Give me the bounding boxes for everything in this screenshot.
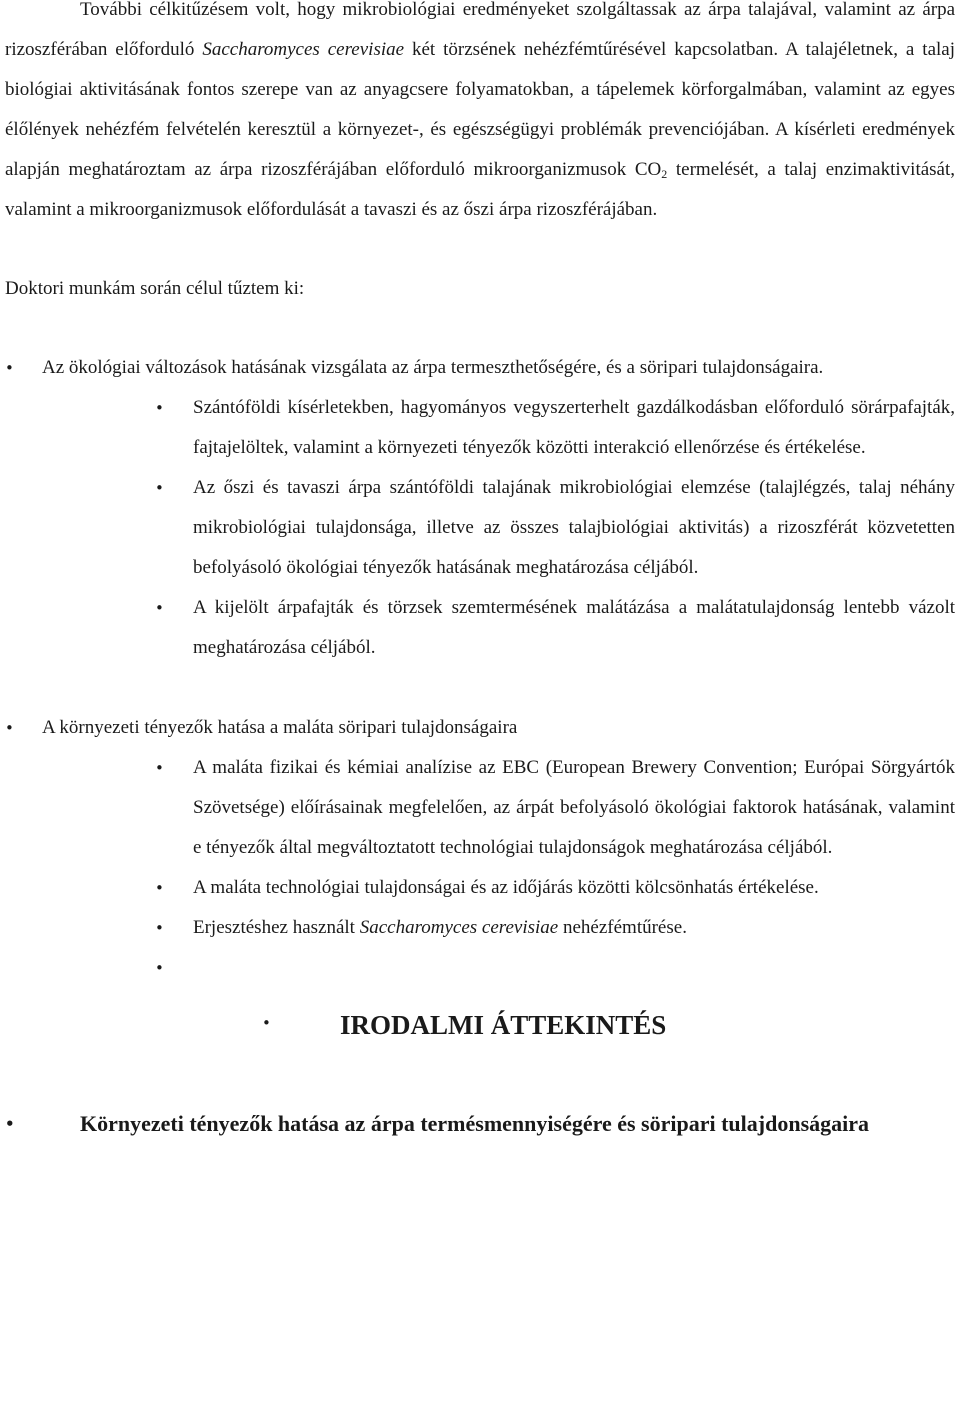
bullet-icon: • <box>155 599 164 617</box>
section-title: IRODALMI ÁTTEKINTÉS <box>340 1010 667 1040</box>
subsection-title: Környezeti tényezők hatása az árpa termésmennyiségére és söripari tulajdonságaira <box>80 1111 870 1136</box>
bullet-icon: • <box>5 359 14 377</box>
subitem-text: Az őszi és tavaszi árpa szántóföldi talajának mikrobiológiai elemzése (talajlégzés, talaj néhány mikrobiológiai tulajdonsága, illetve az összes talajbiológiai aktivitás) a rizoszférát közvetetten befolyásoló ökológiai tényezők hatásának meghatározása céljából. <box>193 477 955 578</box>
bullet-icon: • <box>5 719 14 737</box>
subsection-title-row <box>0 1109 960 1139</box>
subitem-text: A maláta technológiai tulajdonságai és az időjárás közötti kölcsönhatás értékelése. <box>193 877 819 898</box>
goal-2-text: A környezeti tényezők hatása a maláta söripari tulajdonságaira <box>42 717 518 738</box>
bullet-icon: • <box>155 879 164 897</box>
goal-1-subitem-1 <box>0 388 960 468</box>
bullet-icon: • <box>155 399 164 417</box>
subitem-text <box>193 908 955 948</box>
intro-line-1: További célkitűzésem volt, hogy mikrobiológiai eredményeket szolgáltassak az árpa talajával, <box>80 0 818 20</box>
co2-subscript: 2 <box>661 167 668 181</box>
subitem-text: Szántóföldi kísérletekben, hagyományos vegyszerterhelt gazdálkodásban előforduló sörárpafajták, fajtajelöltek, valamint a környezeti tényezők közötti interakció ellenőrzése és értékelése. <box>193 397 955 458</box>
intro-body: kapcsolatban. A talajéletnek, a talaj biológiai aktivitásának fontos szerepe van az anyagcsere folyamatokban, a tápelemek körforgalmában, valamint az egyes élőlények nehézfém felvételén keresztül a környezet-, és egészségügyi problémák prevenciójában. A kísérleti eredmények alapján meghatároztam az árpa rizoszférájában előforduló mikroorganizmusok <box>5 39 955 180</box>
goal-2-subitem-3 <box>0 908 960 948</box>
goal-item-2 <box>0 708 960 748</box>
species-name: Saccharomyces cerevisiae <box>202 39 405 60</box>
subitem-text-b: nehézfémtűrése. <box>558 917 687 938</box>
bullet-icon: • <box>155 959 164 977</box>
goal-1-subitem-3 <box>0 588 960 668</box>
subitem-text: A maláta fizikai és kémiai analízise az EBC (European Brewery Convention; Európai Sörgyártók Szövetsége) előírásainak megfelelően, az árpát befolyásoló ökológiai faktorok hatásának, valamint e tényezők által megváltoztatott technológiai tulajdonságok meghatározása céljából. <box>193 757 955 858</box>
subitem-text: A kijelölt árpafajták és törzsek szemtermésének malátázása a malátatulajdonság lentebb vázolt meghatározása céljából. <box>193 597 955 658</box>
bullet-icon: • <box>155 479 164 497</box>
intro-line-2b: két törzsének nehézfémtűrésével <box>404 39 667 60</box>
intro-line-2a: valamint az árpa rizoszférában előforduló <box>5 0 956 60</box>
goal-2-empty-subitem <box>0 948 960 988</box>
species-name: Saccharomyces cerevisiae <box>359 917 559 938</box>
goal-1-text: Az ökológiai változások hatásának vizsgálata az árpa termeszthetőségére, és a söripari tulajdonságaira. <box>42 357 824 378</box>
subitem-text-a: Erjesztéshez használt <box>193 917 360 938</box>
co2-formula: CO <box>634 159 662 180</box>
section-title-row <box>0 993 960 1053</box>
bullet-icon: • <box>155 759 164 777</box>
goal-1-subitem-2 <box>0 468 960 588</box>
goals-heading: Doktori munkám során célul tűztem ki: <box>5 278 305 299</box>
bullet-icon: • <box>262 1014 271 1032</box>
goal-2-subitem-2 <box>0 868 960 908</box>
bullet-icon: • <box>5 1115 15 1133</box>
goal-item-1 <box>0 348 960 388</box>
goal-2-subitem-1 <box>0 748 960 868</box>
intro-paragraph <box>0 0 960 230</box>
bullet-icon: • <box>155 919 164 937</box>
intro-end: termelését, a talaj enzimaktivitását, valamint a mikroorganizmusok előfordulását a tavaszi és az őszi árpa rizoszférájában. <box>5 159 956 220</box>
